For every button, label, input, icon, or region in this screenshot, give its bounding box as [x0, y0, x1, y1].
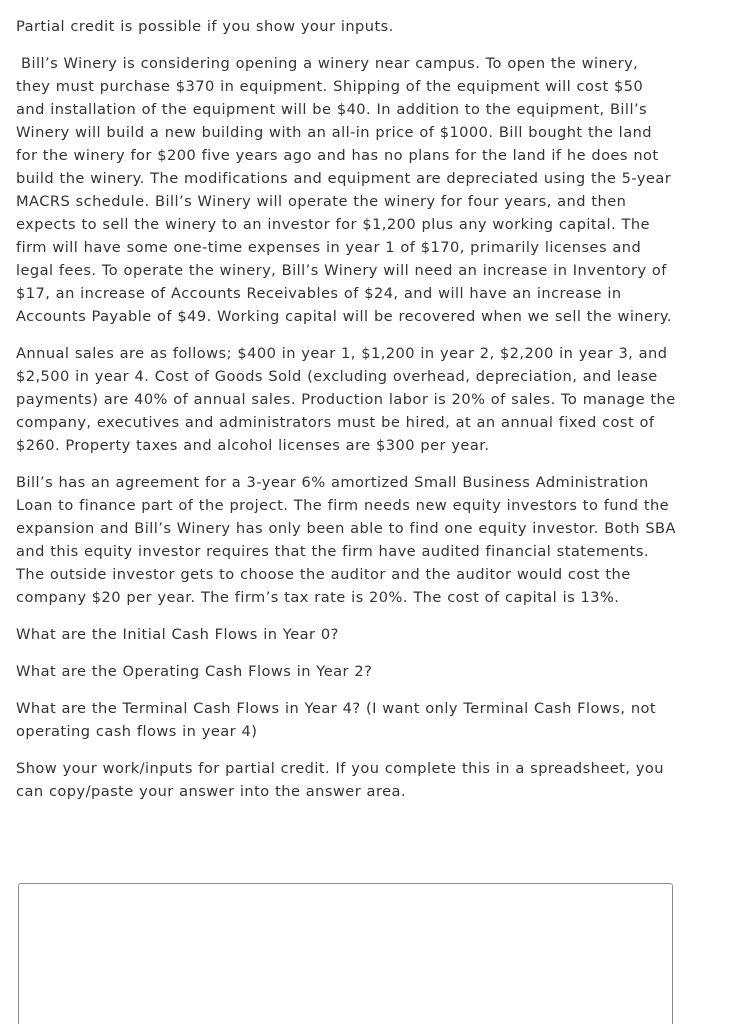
answer-input[interactable] [18, 883, 673, 1024]
problem-paragraph-financing: Bill’s has an agreement for a 3-year 6% amortized Small Business Administration Loan to finance part of the project. The firm needs new equity investors to fund the expansion and Bill’s Winery has only been able to find one equity investor. Both SBA and this equity investor requires that the firm have audited financial statements. The outside investor gets to choose the auditor and the auditor would cost the company $20 per year. The firm’s tax rate is 20%. The cost of capital is 13%. [16, 474, 676, 606]
problem-paragraph-sales: Annual sales are as follows; $400 in year 1, $1,200 in year 2, $2,200 in year 3, and $2,500 in year 4. Cost of Goods Sold (excluding overhead, depreciation, and lease payments) are 40% of annual sales. Production labor is 20% of sales. To manage the company, executives and administrators must be hired, at an annual fixed cost of $260. Property taxes and alcohol licenses are $300 per year. [16, 345, 676, 454]
show-work-instructions: Show your work/inputs for partial credit. If you complete this in a spreadsheet, you can copy/paste your answer into the answer area. [16, 760, 664, 800]
question-initial-cash-flows: What are the Initial Cash Flows in Year 0? [16, 626, 339, 643]
problem-paragraph-equipment: Bill’s Winery is considering opening a winery near campus. To open the winery, they must purchase $370 in equipment. Shipping of the equipment will cost $50 and installation of the equipment will be $40. In addition to the equipment, Bill’s Winery will build a new building with an all-in price of $1000. Bill bought the land for the winery for $200 five years ago and has no plans for the land if he does not build the winery. The modifications and equipment are depreciated using the 5-year MACRS schedule. Bill’s Winery will operate the winery for four years, and then expects to sell the winery to an investor for $1,200 plus any working capital. The firm will have some one-time expenses in year 1 of $170, primarily licenses and legal fees. To operate the winery, Bill’s Winery will need an increase in Inventory of $17, an increase of Accounts Receivables of $24, and will have an increase in Accounts Payable of $49. Working capital will be recovered when we sell the winery. [16, 55, 673, 325]
question-terminal-cash-flows: What are the Terminal Cash Flows in Year 4? (I want only Terminal Cash Flows, not operating cash flows in year 4) [16, 700, 657, 740]
question-content [16, 15, 676, 817]
partial-credit-note: Partial credit is possible if you show your inputs. [16, 18, 394, 35]
question-operating-cash-flows: What are the Operating Cash Flows in Year 2? [16, 663, 373, 680]
